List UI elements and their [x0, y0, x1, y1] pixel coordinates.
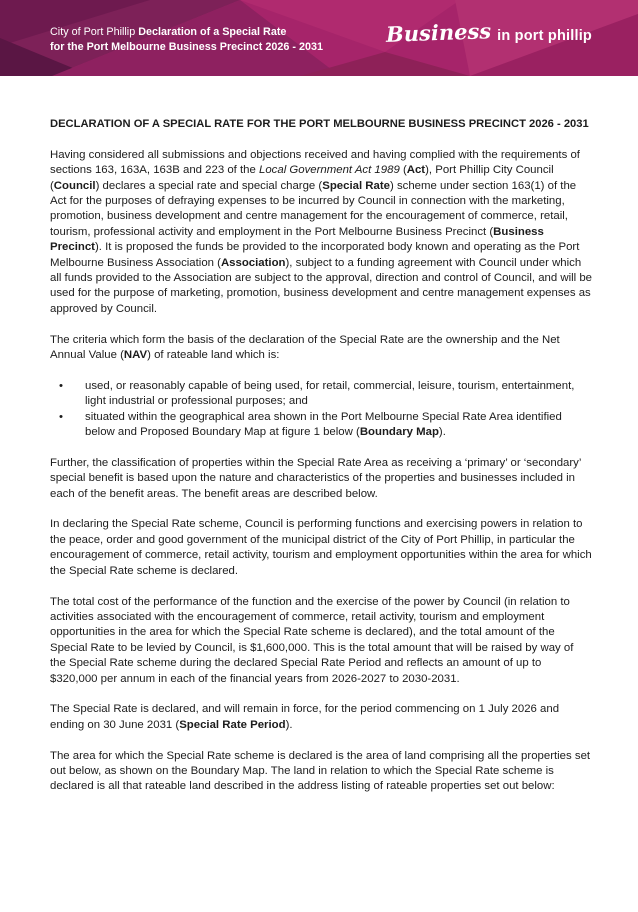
header-title-line2: for the Port Melbourne Business Precinct 2026 - 2031 [50, 41, 324, 53]
document-title: DECLARATION OF A SPECIAL RATE FOR THE PORT MELBOURNE BUSINESS PRECINCT 2026 - 2031 [50, 118, 589, 130]
criteria-bullet-list [50, 379, 592, 441]
brand-logo [386, 20, 592, 45]
header-title [50, 25, 323, 55]
paragraph-total-cost: The total cost of the performance of the function and the exercise of the power by Council (in relation to activities associated with the encouragement of commerce, retail activity, tourism and employment opportunities in the area for which the Special Rate scheme is declared), and the total amount of the Special Rate to be levied by Council, is $1,600,000. This is the total amount that will be raised by way of the Special Rate scheme during the declared Special Rate Period and reflects an amount of up to $320,000 per annum in each of the financial years from 2026-2027 to 2030-2031. [50, 595, 574, 685]
document-body [0, 76, 638, 795]
bullet-item-usage [50, 379, 592, 410]
header-pretitle: City of Port Phillip [50, 26, 136, 38]
bullet-marker: • [59, 410, 63, 423]
paragraph-declaration: Having considered all submissions and objections received and having complied with the requirements of sections 163, 163A, 163B and 223 of the Local Government Act 1989 (Act), Port Phillip City Council (Council) declares a special rate and special charge (Special Rate) scheme under section 163(1) of the Act for the purposes of defraying expenses to be incurred by Council in connection with the marketing, promotion, business development and centre management for the encouragement of commerce, retail, tourism, professional activity and employment in the Port Melbourne Business Precinct (Business Precinct). It is proposed the funds be provided to the incorporated body known and operating as the Port Melbourne Business Association (Association), subject to a funding agreement with Council under which all funds provided to the Association are subject to the approval, direction and control of Council, and will be used for the purpose of marketing, promotion, business development and centre management expenses as approved by Council. [50, 148, 593, 315]
paragraph-area: The area for which the Special Rate scheme is declared is the area of land comprising all the properties set out below, as shown on the Boundary Map. The land in relation to which the Special Rate scheme is declared is all that rateable land described in the address listing of rateable properties set out below: [50, 749, 591, 793]
logo-wordmark-text: in port phillip [497, 28, 592, 44]
bullet-item-location [50, 410, 592, 441]
paragraph-classification: Further, the classification of properties within the Special Rate Area as receiving a ‘primary’ or ‘secondary’ special benefit is based upon the nature and characteristics of the properties and businesses included in each of the benefit areas. The benefit areas are described below. [50, 456, 581, 500]
bullet-item-text: used, or reasonably capable of being used, for retail, commercial, leisure, tourism, entertainment, light industrial or professional purposes; and [85, 379, 575, 408]
header-title-line1 [50, 25, 323, 40]
header-title-bold: Declaration of a Special Rate [138, 26, 287, 38]
paragraph-criteria: The criteria which form the basis of the declaration of the Special Rate are the ownership and the Net Annual Value (NAV) of rateable land which is: [50, 333, 560, 362]
paragraph-period: The Special Rate is declared, and will remain in force, for the period commencing on 1 July 2026 and ending on 30 June 2031 (Special Rate Period). [50, 703, 560, 731]
bullet-item-text: situated within the geographical area shown in the Port Melbourne Special Rate Area identified below and Proposed Boundary Map at figure 1 below (Boundary Map). [85, 410, 562, 439]
paragraph-powers: In declaring the Special Rate scheme, Council is performing functions and exercising powers in relation to the peace, order and good government of the municipal district of the City of Port Phillip, in particular the encouragement of commerce, retail activity, tourism and employment opportunities within the area for which the Special Rate scheme is declared. [50, 518, 592, 577]
logo-script-text: Business [385, 18, 492, 47]
bullet-marker: • [59, 379, 63, 392]
header-band [0, 0, 638, 76]
